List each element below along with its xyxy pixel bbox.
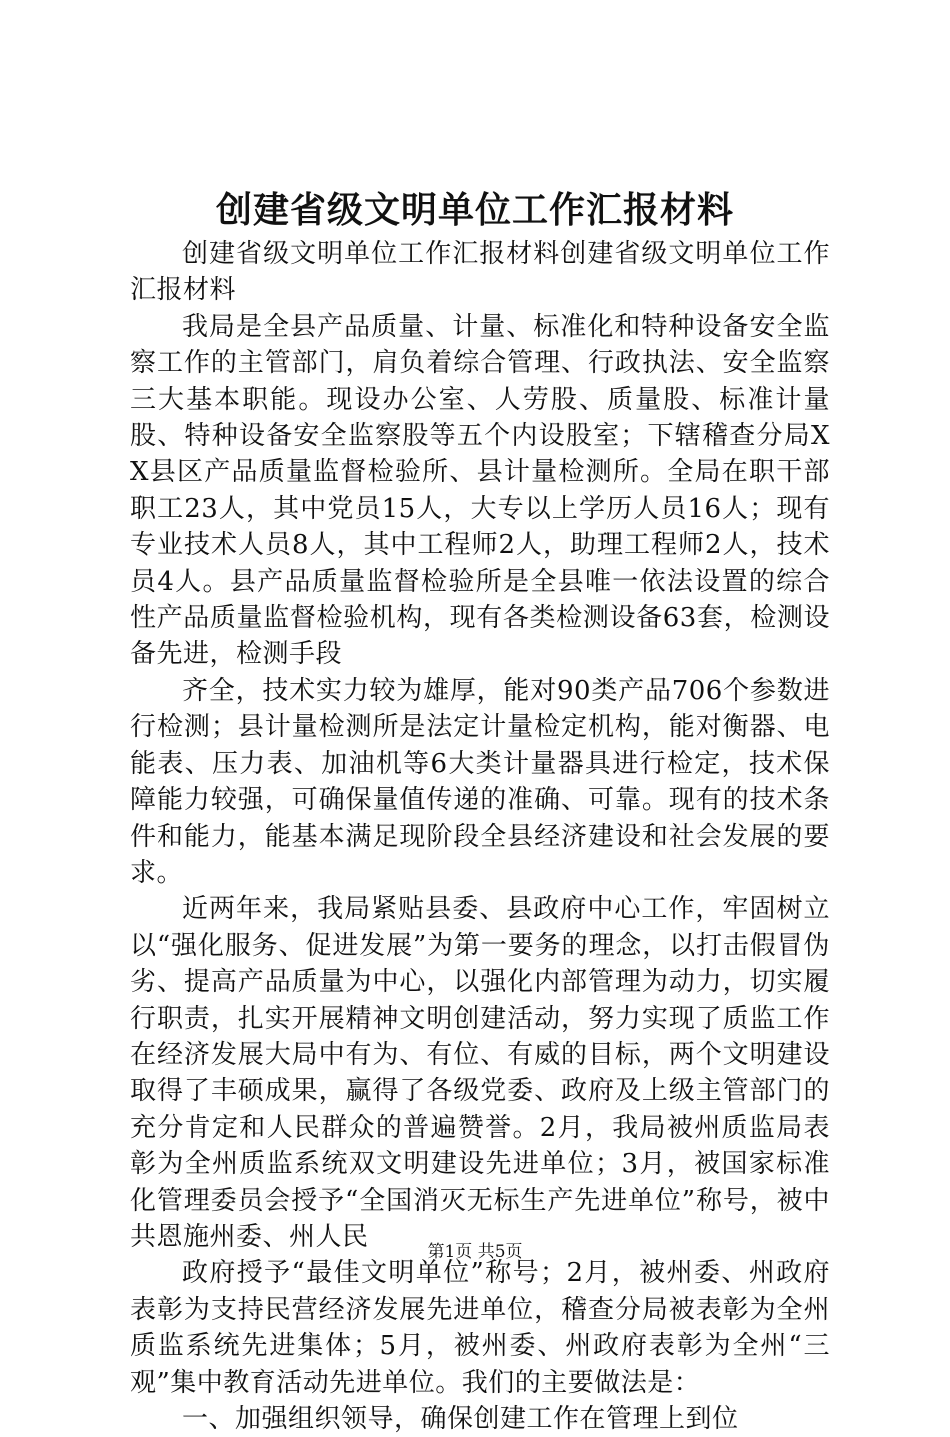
paragraph-2: 我局是全县产品质量、计量、标准化和特种设备安全监察工作的主管部门，肩负着综合管理、行政执法、安全监察三大基本职能。现设办公室、人劳股、质量股、标准计量股、特种设备安全监察股等五个内设股室；下辖稽查分局XX县区产品质量监督检验所、县计量检测所。全局在职干部职工23人，其中党员15人，大专以上学历人员16人；现有专业技术人员8人，其中工程师2人，助理工程师2人，技术员4人。县产品质量监督检验所是全县唯一依法设置的综合性产品质量监督检验机构，现有各类检测设备63套，检测设备先进，检测手段 — [130, 311, 830, 670]
paragraph-4: 近两年来，我局紧贴县委、县政府中心工作，牢固树立以“强化服务、促进发展”为第一要务的理念，以打击假冒伪劣、提高产品质量为中心，以强化内部管理为动力，切实履行职责，扎实开展精神文明创建活动，努力实现了质监工作在经济发展大局中有为、有位、有威的目标，两个文明建设取得了丰硕成果，赢得了各级党委、政府及上级主管部门的充分肯定和人民群众的普遍赞誉。2月，我局被州质监局表彰为全州质监系统双文明建设先进单位；3月，被国家标准化管理委员会授予“全国消灭无标生产先进单位”称号，被中共恩施州委、州人民 — [130, 894, 830, 1252]
document-title: 创建省级文明单位工作汇报材料 — [215, 189, 734, 231]
paragraph-5: 政府授予“最佳文明单位”称号；2月，被州委、州政府表彰为支持民营经济发展先进单位，稽查分局被表彰为全州质监系统先进集体；5月，被州委、州政府表彰为全州“三观”集中教育活动先进单位。我们的主要做法是： — [130, 1258, 830, 1398]
section-heading-1: 一、加强组织领导，确保创建工作在管理上到位 — [182, 1404, 739, 1434]
page-number-footer: 第1页 共5页 — [427, 1242, 523, 1262]
paragraph-1: 创建省级文明单位工作汇报材料创建省级文明单位工作汇报材料 — [130, 239, 830, 306]
paragraph-3: 齐全，技术实力较为雄厚，能对90类产品706个参数进行检测；县计量检测所是法定计量检定机构，能对衡器、电能表、压力表、加油机等6大类计量器具进行检定，技术保障能力较强，可确保量值传递的准确、可靠。现有的技术条件和能力，能基本满足现阶段全县经济建设和社会发展的要求。 — [130, 675, 830, 888]
